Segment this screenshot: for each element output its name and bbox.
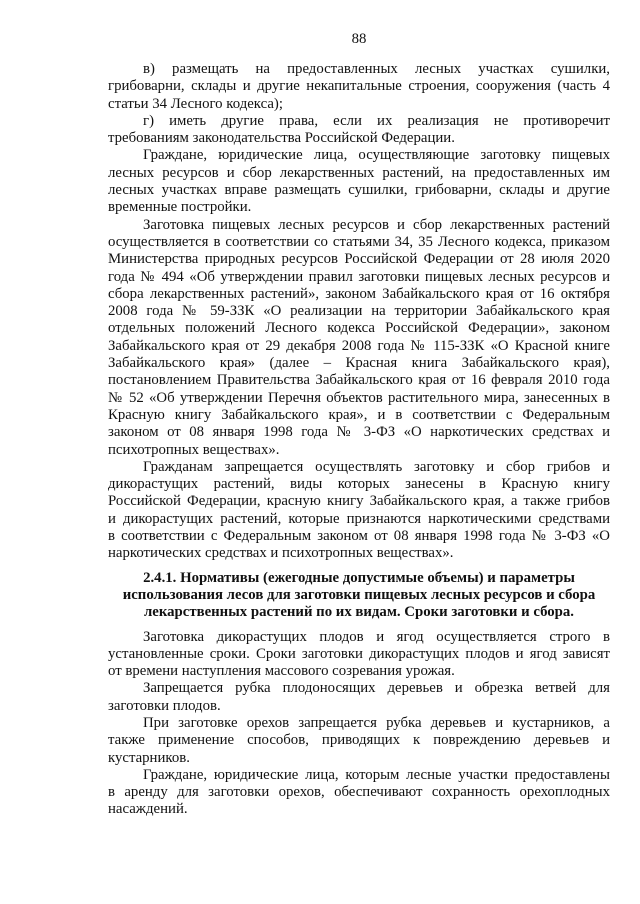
page-content	[108, 61, 610, 819]
text-line: от времени наступления массового созревания урожая.	[108, 663, 455, 680]
text-line: грибоварни, склады и другие некапитальные строения, сооружения (часть 4	[108, 78, 610, 95]
text-line: Гражданам запрещается осуществлять заготовку и сбор грибов и	[143, 458, 610, 475]
paragraph	[108, 113, 610, 148]
paragraph	[108, 715, 610, 767]
text-line: Забайкальского края от 29 декабря 2008 года № 115-ЗЗК «О Красной книге	[108, 337, 610, 354]
paragraph	[108, 629, 610, 681]
text-line: статьи 34 Лесного кодекса);	[108, 95, 283, 112]
text-line: в) размещать на предоставленных лесных участках сушилки,	[143, 61, 610, 77]
heading-line: лекарственных растений по их видам. Сроки заготовки и сбора.	[143, 604, 575, 621]
text-line: в аренду для заготовки орехов, обеспечивают сохранность орехоплодных	[108, 784, 610, 801]
text-line: в соответствии с Федеральным законом от 08 января 1998 года № 3-ФЗ «О	[108, 528, 610, 545]
text-line: Запрещается рубка плодоносящих деревьев и обрезка ветвей для	[143, 680, 610, 697]
heading-line: использования лесов для заготовки пищевых лесных ресурсов и сбора	[122, 586, 596, 603]
text-line: Заготовка пищевых лесных ресурсов и сбор лекарственных растений	[143, 216, 610, 233]
text-line: насаждений.	[108, 801, 188, 818]
text-line: Министерства природных ресурсов Российской Федерации от 28 июля 2020	[108, 251, 610, 268]
heading-line: 2.4.1. Нормативы (ежегодные допустимые объемы) и параметры	[143, 569, 575, 586]
text-line: осуществляется в соответствии со статьями 34, 35 Лесного кодекса, приказом	[108, 233, 610, 250]
text-line: заготовки плодов.	[108, 697, 221, 714]
text-line: 2008 года № 59-ЗЗК «О реализации на территории Забайкальского края	[108, 303, 610, 320]
paragraph	[108, 217, 610, 459]
text-line: дикорастущих растений, виды которых занесены в Красную книгу	[108, 476, 610, 493]
text-line: отдельных положений Лесного кодекса Российской Федерации», законом	[108, 320, 610, 337]
text-line: г) иметь другие права, если их реализация не противоречит	[143, 112, 610, 129]
paragraph	[108, 459, 610, 563]
paragraph	[108, 680, 610, 715]
text-line: сбора лекарственных растений», законом Забайкальского края от 16 октября	[108, 285, 610, 302]
text-line: Граждане, юридические лица, осуществляющие заготовку пищевых	[143, 147, 610, 164]
text-line: требованиям законодательства Российской Федерации.	[108, 130, 455, 147]
text-line: Забайкальского края» (далее – Красная книга Забайкальского края),	[108, 355, 610, 372]
text-line: года № 494 «Об утверждении правил заготовки пищевых лесных ресурсов и	[108, 268, 610, 285]
text-line: временные постройки.	[108, 199, 252, 216]
text-line: лесных ресурсов и сбор лекарственных растений, на предоставленных им	[108, 164, 610, 181]
text-line: кустарников.	[108, 749, 190, 766]
paragraph	[108, 61, 610, 113]
text-line: установленные сроки. Сроки заготовки дикорастущих плодов и ягод зависят	[108, 645, 610, 662]
text-line: постановлением Правительства Забайкальского края от 16 февраля 2010 года	[108, 372, 610, 389]
text-line: № 52 «Об утверждении Перечня объектов растительного мира, занесенных в	[108, 389, 610, 406]
text-line: При заготовке орехов запрещается рубка деревьев и кустарников, а	[143, 714, 610, 731]
text-line: лесных участках вправе размещать сушилки, грибоварни, склады и другие	[108, 182, 610, 199]
text-line: наркотических средствах и психотропных веществах».	[108, 545, 454, 562]
paragraph	[108, 767, 610, 819]
text-line: законом от 08 января 1998 года № 3-ФЗ «О наркотических средствах и	[108, 424, 610, 441]
text-line: Красную книгу Забайкальского края», и в соответствии с Федеральным	[108, 406, 610, 423]
text-line: также применение способов, приводящих к повреждению деревьев и	[108, 732, 610, 749]
text-line: Граждане, юридические лица, которым лесные участки предоставлены	[143, 766, 610, 783]
section-heading	[108, 570, 610, 622]
text-line: Российской Федерации, красную книгу Забайкальского края, а также грибов	[108, 493, 610, 510]
page-number: 88	[351, 31, 367, 47]
paragraph	[108, 147, 610, 216]
text-line: Заготовка дикорастущих плодов и ягод осуществляется строго в	[143, 628, 610, 645]
text-line: психотропных веществах».	[108, 441, 280, 458]
text-line: и дикорастущих растений, которые признаются наркотическими средствами	[108, 510, 610, 527]
